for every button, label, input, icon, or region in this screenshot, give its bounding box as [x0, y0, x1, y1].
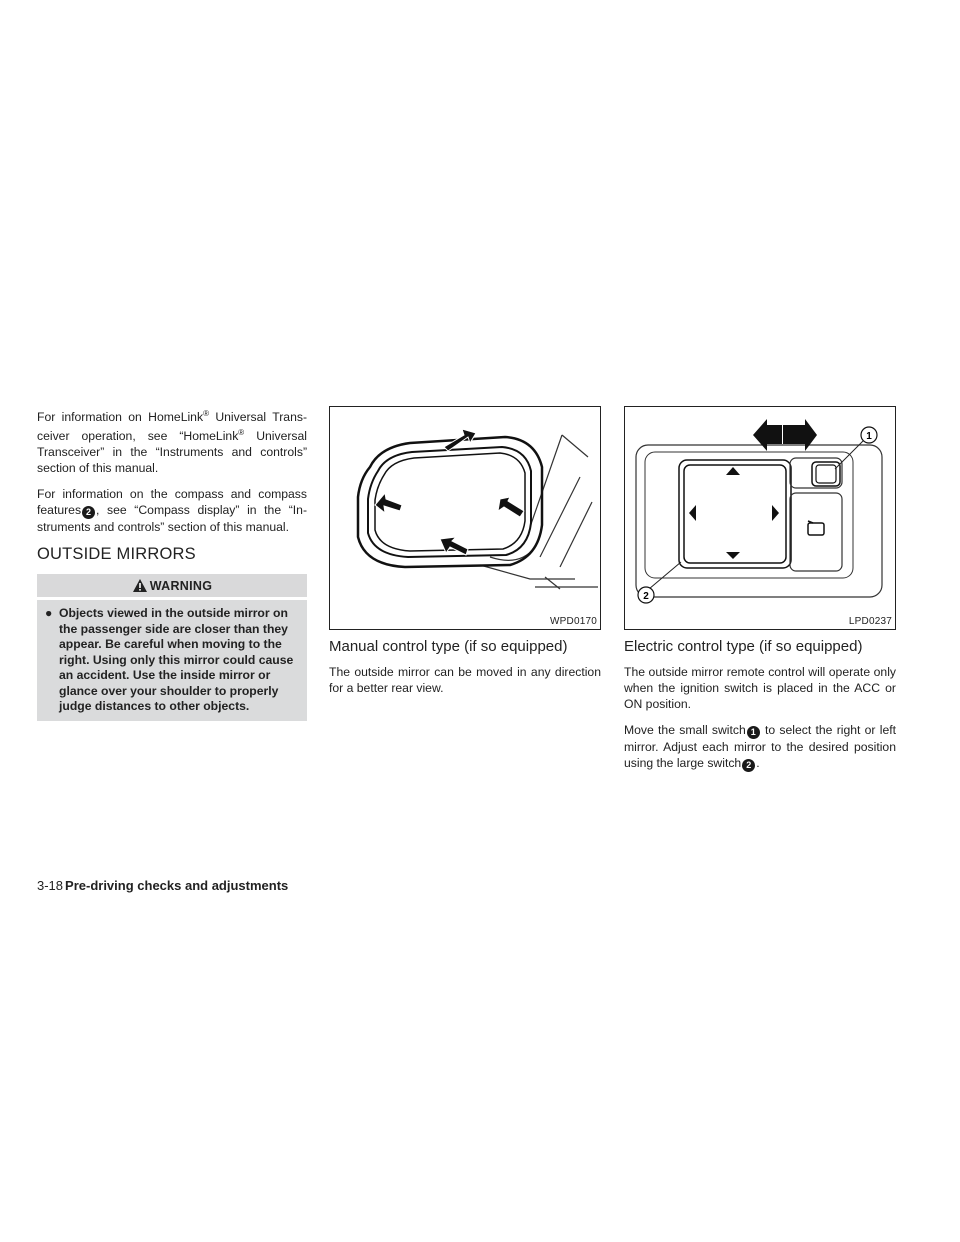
arrow-left-icon	[753, 419, 782, 451]
bullet-icon: ●	[45, 606, 53, 621]
arrow-left-icon	[375, 493, 402, 513]
callout-1-icon: 1	[747, 726, 760, 739]
mirror-switch-illustration	[625, 407, 895, 629]
electric-control-figure	[624, 406, 896, 630]
footer-section-title: Pre-driving checks and adjustments	[65, 878, 289, 893]
manual-control-heading: Manual control type (if so equipped)	[329, 638, 568, 655]
mirror-illustration	[330, 407, 600, 629]
left-column	[37, 406, 307, 721]
arrow-right-icon	[783, 419, 817, 451]
callout-2-icon: 2	[82, 506, 95, 519]
triangle-up-icon	[726, 467, 740, 475]
middle-column	[329, 406, 601, 706]
section-title: OUTSIDE MIRRORS	[37, 545, 196, 564]
electric-control-paragraph-1: The outside mirror remote control will operate only when the ignition switch is placed in the ACC or ON position.	[624, 665, 896, 711]
figure-id: WPD0170	[550, 616, 597, 627]
arrow-down-icon	[440, 537, 468, 555]
page-footer	[37, 878, 288, 893]
triangle-left-icon	[689, 505, 696, 521]
warning-title: WARNING	[149, 579, 213, 594]
warning-triangle-icon	[132, 578, 148, 593]
right-column	[624, 406, 896, 782]
callout-2-label: 2	[643, 591, 649, 602]
fold-switch-icon	[808, 523, 824, 535]
warning-item	[37, 600, 307, 721]
callout-2-icon: 2	[742, 759, 755, 772]
page-number: 3-18	[37, 878, 64, 893]
warning-header	[37, 574, 307, 600]
callout-1-label: 1	[866, 431, 872, 442]
warning-text: Objects viewed in the outside mirror on the passenger side are closer than they appear. Be careful when moving to the right. Using only this mirror could cause an accident. Use the inside mirror or glance over your shoulder to properly judge distances to other objects.	[59, 606, 294, 714]
warning-box	[37, 574, 307, 721]
figure-id: LPD0237	[848, 616, 892, 627]
electric-control-heading: Electric control type (if so equipped)	[624, 638, 863, 655]
triangle-down-icon	[726, 552, 740, 559]
electric-control-paragraph-2: Move the small switch 1 to select the right or left mirror. Adjust each mirror to the desired position using the large switch 2 .	[624, 723, 896, 770]
arrow-right-icon	[498, 497, 524, 517]
manual-control-paragraph: The outside mirror can be moved in any direction for a better rear view.	[329, 665, 601, 695]
manual-mirror-figure	[329, 406, 601, 630]
compass-paragraph: For information on the compass and compass features 2 , see “Compass display” in the “In-struments and controls” section of this manual.	[37, 487, 307, 535]
triangle-right-icon	[772, 505, 779, 521]
homelink-paragraph: For information on HomeLink® Universal Trans-ceiver operation, see “HomeLink® Universal Transceiver” in the “Instruments and controls” section of this manual.	[37, 409, 308, 476]
